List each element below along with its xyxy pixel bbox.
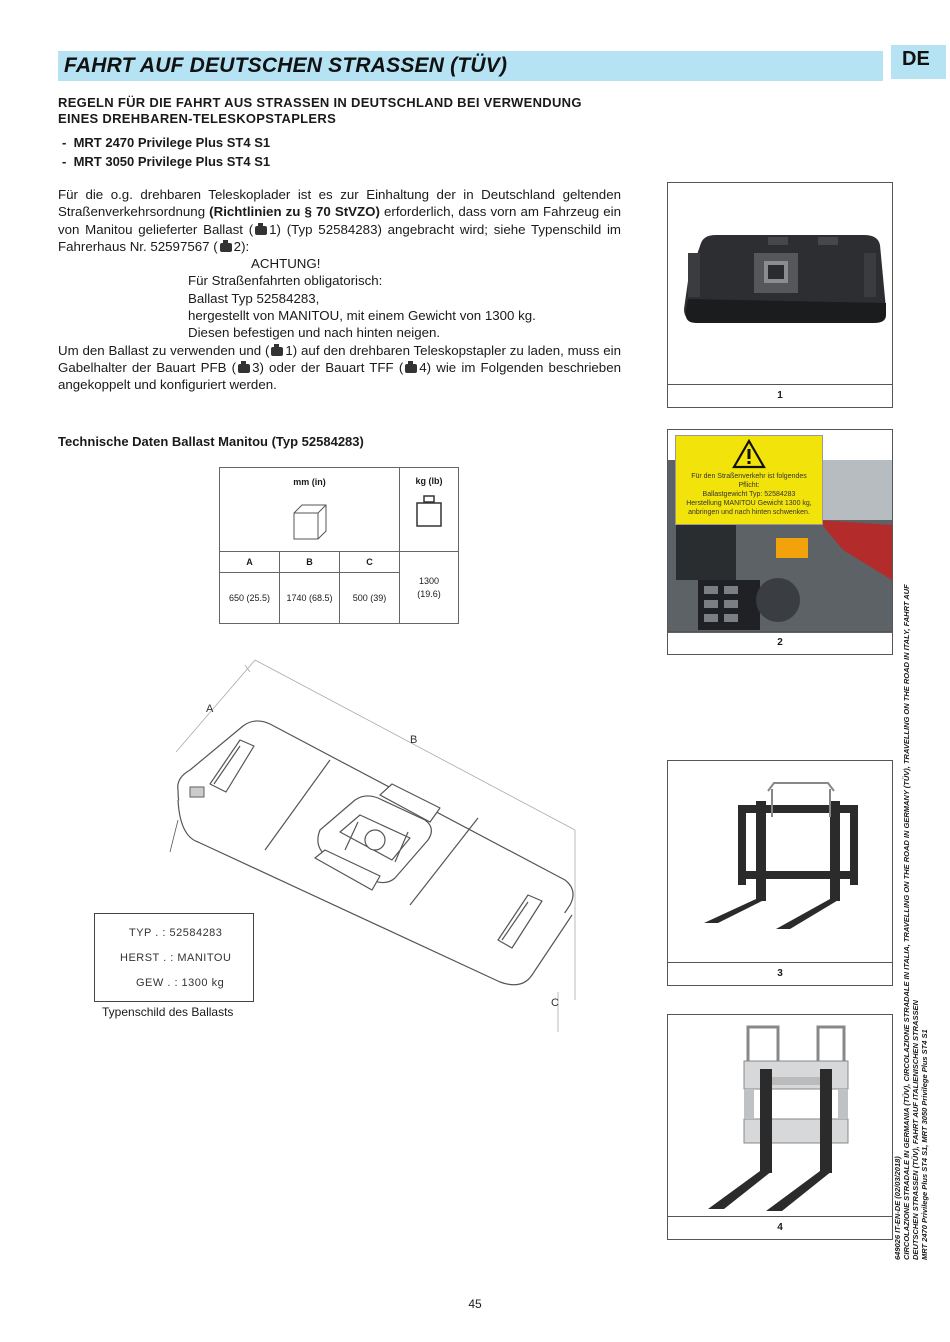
plate-caption: Typenschild des Ballasts (102, 1005, 234, 1019)
language-code: DE (902, 48, 930, 70)
side-topics: CIRCOLAZIONE STRADALE IN GERMANIA (TÜV), CIRCOLAZIONE STRADALE IN ITALIA, TRAVELLING ON THE ROAD IN GERMANY (TÜV), TRAVELLING ON THE ROAD IN ITALY, FAHRT AUF DEUTSCHEN STRASSEN (TÜV), FAHRT AUF ITALIENISCHEN STRASSEN (902, 584, 920, 1260)
side-info (893, 560, 929, 1260)
paragraph-1: Für die o.g. drehbaren Teleskoplader ist es zur Einhaltung der in Deutschland geltenden Straßenverkehrsordnung (Richtlinien zu § 70 StVZO) erforderlich, dass vorn am Fahrzeug ein von Manitou gelieferter Ballast ( 1) (Typ 52584283) angebracht wird; siehe Typenschild im Fahrerhaus Nr. 52597567 ( 2): (58, 187, 622, 254)
side-models: MRT 2470 Privilege Plus ST4 S1, MRT 3050 Privilege Plus ST4 S1 (920, 1029, 929, 1260)
sticker-line: anbringen und nach hinten schwenken. (688, 509, 810, 516)
body-text (58, 186, 621, 394)
warning-title: ACHTUNG! (251, 256, 321, 272)
model-item: - MRT 2470 Privilege Plus ST4 S1 (62, 135, 271, 150)
sticker-line: Für den Straßenverkehr ist folgendes (691, 473, 807, 480)
sticker-line: Pflicht: (738, 482, 760, 489)
tech-data-table (219, 467, 459, 624)
weight-icon (414, 495, 444, 529)
figure-2 (667, 429, 893, 655)
warning-line: Für Straßenfahrten obligatorisch: (188, 273, 383, 289)
figure-2-label: 2 (668, 631, 892, 654)
figure-4 (667, 1014, 893, 1240)
warning-line: hergestellt von MANITOU, mit einem Gewicht von 1300 kg. (188, 308, 536, 324)
camera-icon (220, 243, 232, 252)
warning-triangle-icon (732, 439, 766, 469)
col-a: A (220, 552, 280, 573)
sticker-line: Ballastgewicht Typ: 52584283 (702, 491, 796, 498)
camera-icon (238, 364, 250, 373)
title-bar (58, 51, 883, 81)
tech-data-heading: Technische Daten Ballast Manitou (Typ 52584283) (58, 434, 364, 449)
paragraph-2: Um den Ballast zu verwenden und ( 1) auf den drehbaren Teleskopstapler zu laden, muss ein Gabelhalter der Bauart PFB ( 3) oder der Bauart TFF ( 4) wie im Folgenden beschrieben angekoppelt und konfiguriert werden. (58, 342, 621, 393)
figure-1 (667, 182, 893, 408)
figure-1-label: 1 (668, 384, 892, 407)
page-number: 45 (468, 1297, 482, 1311)
warning-line: Diesen befestigen und nach hinten neigen. (188, 325, 441, 341)
camera-icon (255, 226, 267, 235)
weight-value: 1300 (19.6) (400, 552, 459, 624)
figure-3 (667, 760, 893, 986)
weight-header-cell (400, 468, 459, 552)
figure-3-label: 3 (668, 962, 892, 985)
type-plate (94, 913, 254, 1002)
dim-label-a: A (206, 703, 214, 715)
warning-sticker (675, 435, 823, 525)
dim-label-b: B (410, 734, 418, 746)
model-list (62, 133, 270, 171)
col-b: B (280, 552, 340, 573)
value-a: 650 (25.5) (220, 573, 280, 624)
plate-herst: HERST . : MANITOU (120, 952, 232, 964)
camera-icon (405, 364, 417, 373)
cube-icon-cell (220, 495, 400, 551)
language-badge (891, 45, 946, 79)
ballast-photo (668, 183, 892, 383)
col-c: C (340, 552, 400, 573)
page-title: FAHRT AUF DEUTSCHEN STRASSEN (TÜV) (64, 54, 508, 77)
value-b: 1740 (68.5) (280, 573, 340, 624)
plate-typ: TYP . : 52584283 (129, 927, 223, 939)
side-doc-code: 649026 IT-EN-DE (02/03/2018) (893, 1156, 902, 1260)
dim-header: mm (in) (220, 468, 400, 496)
camera-icon (271, 347, 283, 356)
weight-header: kg (lb) (415, 476, 443, 486)
sticker-line: Herstellung MANITOU Gewicht 1300 kg, (686, 500, 812, 507)
section-heading: REGELN FÜR DIE FAHRT AUS STRASSEN IN DEUTSCHLAND BEI VERWENDUNG EINES DREHBAREN-TELESKOPSTAPLERS (58, 95, 582, 126)
value-c: 500 (39) (340, 573, 400, 624)
pfb-fork-carriage (668, 761, 892, 961)
tff-fork-carriage (668, 1015, 892, 1215)
figure-4-label: 4 (668, 1216, 892, 1239)
model-item: - MRT 3050 Privilege Plus ST4 S1 (62, 154, 271, 169)
cube-icon (288, 501, 332, 543)
dim-label-c: C (551, 997, 559, 1009)
plate-gew: GEW . : 1300 kg (136, 977, 225, 989)
warning-line: Ballast Typ 52584283, (188, 290, 320, 306)
